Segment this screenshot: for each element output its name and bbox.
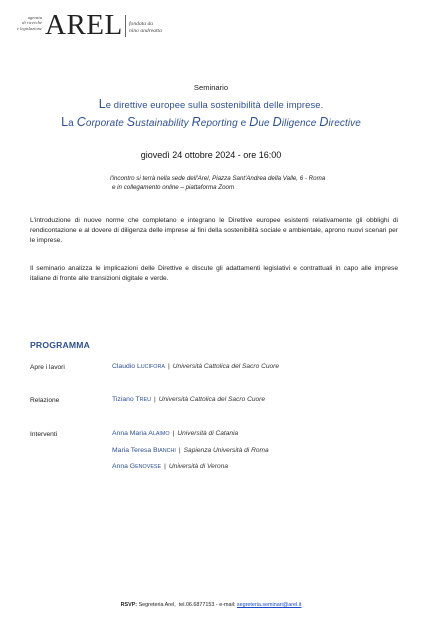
- logo-wordmark: AREL: [45, 9, 123, 41]
- speaker-affiliation: Università Cattolica del Sacro Cuore: [158, 396, 266, 403]
- speaker-name: Anna GENOVESE: [112, 463, 162, 470]
- logo: [8, 8, 208, 42]
- title-line-2: La Corporate Sustainability Reporting e Due Diligence Directive: [61, 114, 361, 129]
- speaker-affiliation: Università di Catania: [177, 430, 239, 437]
- role-relazione: Relazione: [30, 397, 60, 404]
- role-interventi: Interventi: [30, 431, 58, 438]
- programma-heading: PROGRAMMA: [30, 340, 91, 350]
- speaker-name: Claudio LUCIFORA: [112, 363, 165, 370]
- speaker-row: Tiziano TREU | Università Cattolica del Sacro Cuore: [112, 396, 266, 403]
- logo-tagline: agenzia di ricerche e legislazione: [16, 15, 42, 31]
- title-line-1: Le direttive europee sulla sostenibilità delle imprese.: [98, 97, 324, 111]
- logo-founder: fondata da nino andreatta: [129, 21, 162, 34]
- speaker-row: Claudio LUCIFORA | Università Cattolica del Sacro Cuore: [112, 363, 280, 370]
- intro-paragraph-1: L'introduzione di nuove norme che completano e integrano le Direttive europee esistenti relativamente gli obblighi di rendicontazione e al dovere di diligenza delle imprese ai fini della sostenibilità sociale e ambientale, aprono nuovi scenari per le imprese.: [30, 217, 398, 245]
- speaker-row: Anna GENOVESE | Università di Verona: [112, 463, 229, 470]
- speaker-row: Maria Teresa BIANCHI | Sapienza Università di Roma: [112, 447, 269, 454]
- event-type: Seminario: [193, 83, 229, 92]
- rsvp-label: RSVP:: [120, 602, 138, 608]
- speaker-affiliation: Sapienza Università di Roma: [183, 447, 269, 454]
- event-location: l'incontro si terrà nella sede dell'Arel, Piazza Sant'Andrea della Valle, 6 - Roma e in collegamento online – piattaforma Zoom: [110, 175, 326, 192]
- speaker-row: Anna Maria ALAIMO | Università di Catania: [112, 430, 239, 437]
- intro-paragraph-2: Il seminario analizza le implicazioni delle Direttive e discute gli adattamenti legislativi e contrattuali in capo alle imprese italiane di fronte alle transizioni digitale e verde.: [30, 265, 398, 283]
- speaker-name: Tiziano TREU: [112, 396, 151, 403]
- rsvp-footer: [0, 602, 422, 608]
- event-date: giovedì 24 ottobre 2024 - ore 16:00: [140, 150, 282, 160]
- speaker-name: Anna Maria ALAIMO: [112, 430, 170, 437]
- speaker-affiliation: Università Cattolica del Sacro Cuore: [172, 363, 280, 370]
- speaker-name: Maria Teresa BIANCHI: [112, 447, 176, 454]
- rsvp-contact: Segreteria Arel, tel.06.6877153 - e-mail:: [137, 602, 237, 608]
- event-title: [0, 98, 422, 130]
- rsvp-email-link[interactable]: segreteria.seminari@arel.it: [236, 602, 302, 608]
- speaker-affiliation: Università di Verona: [168, 463, 229, 470]
- logo-divider: [125, 15, 126, 37]
- role-opening: Apre i lavori: [30, 364, 65, 371]
